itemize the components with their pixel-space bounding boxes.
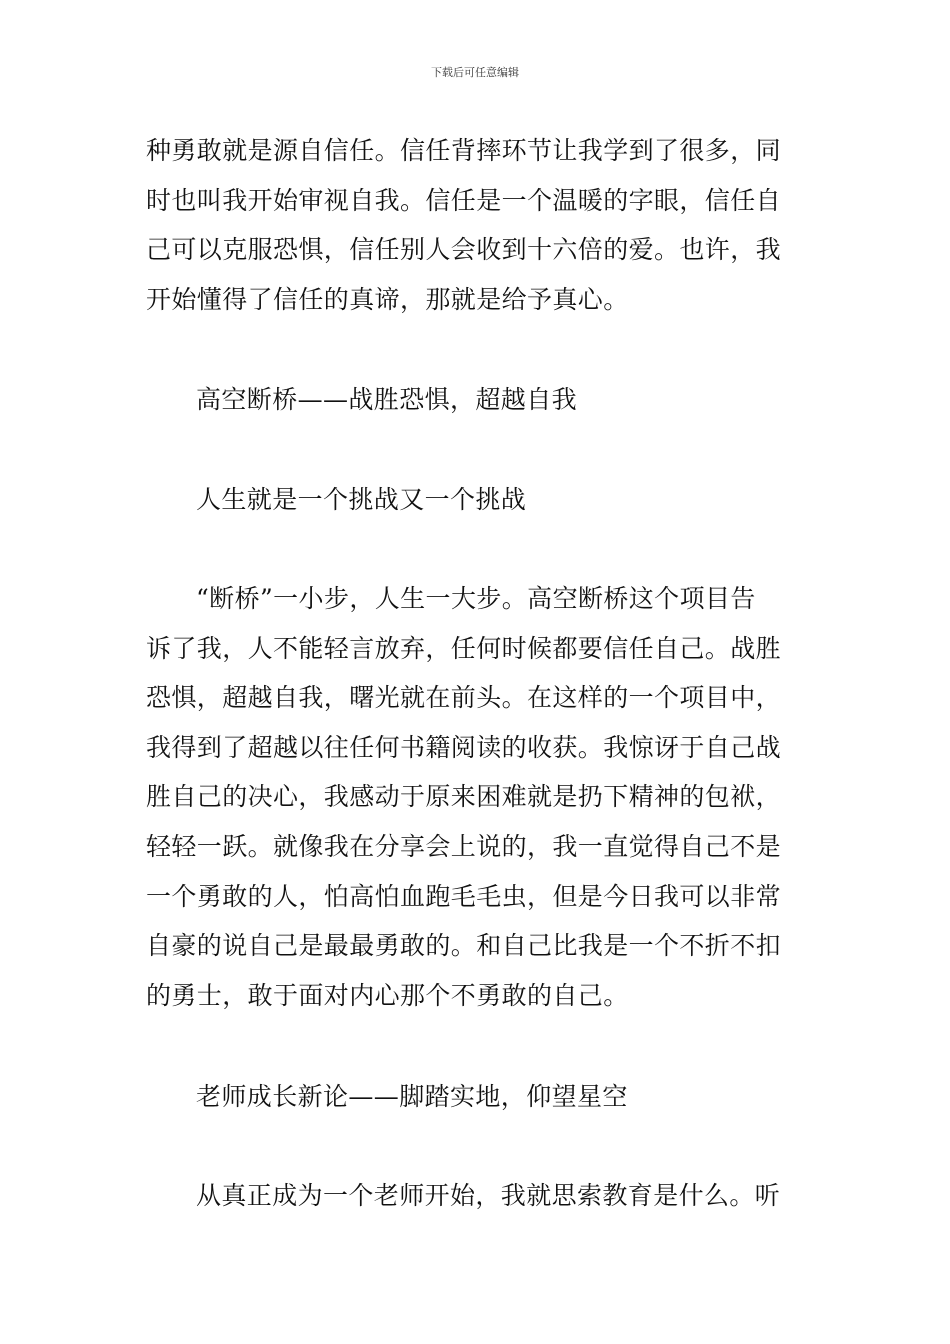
paragraph-teacher-start: 从真正成为一个老师开始，我就思索教育是什么。听 bbox=[196, 1181, 781, 1210]
paragraph-broken-bridge: “断桥”一小步，人生一大步。高空断桥这个项目告 诉了我，人不能轻言放弃，任何时候都要信任自己。战胜 恐惧，超越自我，曙光就在前头。在这样的一个项目中， 我得到了超越以往任何书籍阅读的收获。我惊讶于自己战 胜自己的决心，我感动于原来困难就是扔下精神的包袱， 轻轻一跃。就像我在分享会上说的，我一直觉得自己不是 一个勇敢的人，怕高怕血跑毛毛虫，但是今日我可以非常 自豪的说自己是最最勇敢的。和自己比我是一个不折不扣 的勇士，敢于面对内心那个不勇敢的自己。 bbox=[146, 584, 782, 1010]
paragraph-trust: 种勇敢就是源自信任。信任背摔环节让我学到了很多，同 时也叫我开始审视自我。信任是一个温暖的字眼，信任自 己可以克服恐惧，信任别人会收到十六倍的爱。也许，我 开始懂得了信任的真谛，那就是给予真心。 bbox=[146, 136, 782, 314]
section-subheading-life-challenge: 人生就是一个挑战又一个挑战 bbox=[196, 485, 527, 514]
page-header: 下载后可任意编辑 bbox=[431, 66, 519, 79]
section-heading-high-bridge: 高空断桥——战胜恐惧，超越自我 bbox=[196, 385, 578, 414]
section-heading-teacher-growth: 老师成长新论——脚踏实地，仰望星空 bbox=[196, 1082, 628, 1111]
